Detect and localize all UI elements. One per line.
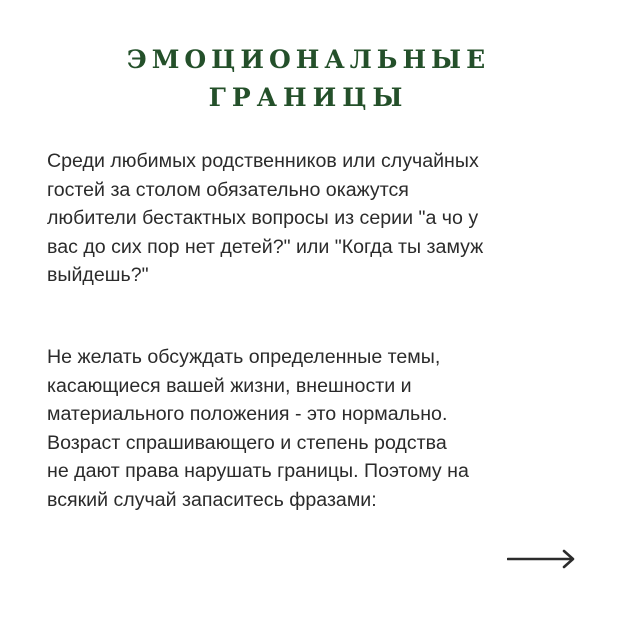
paragraph-line: Среди любимых родственников или случайных [47, 150, 479, 172]
paragraph-line: гостей за столом обязательно окажутся [47, 178, 409, 201]
paragraph-intro [47, 147, 587, 290]
title-line-1: ЭМОЦИОНАЛЬНЫЕ [126, 45, 491, 74]
paragraph-advice [47, 343, 587, 515]
arrow-right-icon[interactable] [507, 549, 575, 569]
paragraph-line: Не желать обсуждать определенные темы, [47, 346, 441, 368]
paragraph-line: не дают права нарушать границы. Поэтому на [47, 460, 469, 483]
title-line-2: ГРАНИЦЫ [208, 83, 409, 112]
paragraph-line: всякий случай запаситесь фразами: [47, 488, 377, 511]
paragraph-line: выйдешь?" [47, 264, 149, 287]
paragraph-line: материального положения - это нормально. [47, 403, 448, 426]
paragraph-line: касающиеся вашей жизни, внешности и [47, 374, 412, 397]
paragraph-line: Возраст спрашивающего и степень родства [47, 431, 447, 454]
paragraph-line: вас до сих пор нет детей?" или "Когда ты замуж [47, 235, 484, 258]
paragraph-line: любители бестактных вопросы из серии "а чо у [47, 207, 479, 230]
